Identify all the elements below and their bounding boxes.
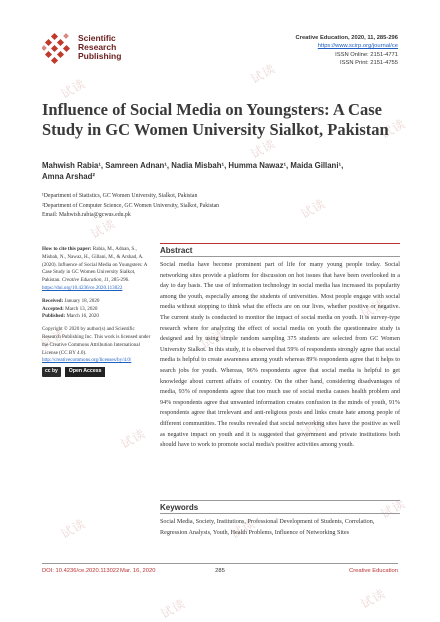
watermark-mark: 试读 [378,116,409,142]
issn-online: ISSN Online: 2151-4771 [335,51,398,58]
watermark-mark: 试读 [248,136,279,162]
open-access-badge: Open Access [65,367,106,377]
paper-sidebar [42,246,154,377]
journal-meta [296,34,398,68]
watermark-mark: 试读 [228,516,259,542]
journal-url-link[interactable]: https://www.scirp.org/journal/ce [317,43,398,50]
footer-divider [42,563,398,564]
doi-link[interactable]: https://doi.org/10.4236/ce.2020.113022 [42,284,123,291]
watermark-mark: 试读 [58,516,89,542]
published-date: Published: March 16, 2020 [42,313,99,320]
publisher-name: Scientific Research Publishing [78,33,122,61]
affiliation-1: ¹Department of Statistics, GC Women University, Sialkot, Pakistan [42,193,198,199]
footer-date: Mar. 16, 2020 [120,568,156,574]
watermark-mark: 试读 [198,326,229,352]
issn-print: ISSN Print: 2151-4755 [339,60,398,67]
received-date: Received: January 18, 2020 [42,297,100,304]
watermark-mark: 试读 [358,586,389,612]
watermark-mark: 试读 [88,216,119,242]
paper-title: Influence of Social Media on Youngsters: A Case Study in GC Women University Sialkot, Pakistan [42,100,389,139]
abstract-divider [160,256,400,257]
watermark-mark: 试读 [58,76,89,102]
citation-block: How to cite this paper: Rabia, M., Adnan, S., Misbah, N., Nawaz, H., Gillani, M., & Arshad, A. (2020). Influence of Social Media on Youngsters: A Case Study in GC Women University Sialkot, Pakistan. Creative Education, 11, 285-296. https://doi.org/10.4236/ce.2020.113022 [42,246,154,293]
footer-journal: Creative Education [349,568,398,574]
journal-citation: Creative Education, 2020, 11, 285-296 [295,35,398,41]
keywords-divider [160,513,400,514]
watermark-mark: 试读 [248,61,279,87]
abstract-text: Social media have become prominent part of life for many young people today. Social networking sites provide a platform for discussion on hot issues that have been overlooked in a day to day basis. The use of information technology in social media has increased its popularity among the youth, especially among the students of universities. Most people engage with social media without stopping to think what the effects are on our lives, whether positive or negative. The current study is conducted to monitor the impact of social media on youth. It is survey-type research where for analyzing the effect of social media on youth the questionnaire study is designed and by using simple random sampling 375 students are selected from GC Women University Sialkot. In this study, it is observed that 59% of respondents strongly agree that social media is helpful to create awareness among youth whereas 89% respondents agree that it helps to search jobs for youth. Whereas, 96% respondents agree that social media is helpful to get knowledge about current affairs of country. On the other hand, considering disadvantages of media, 93% of respondents agree that too much use of social media causes health problem and 94% respondents agree that unwanted information creates confusion in the minds of youth, 91% respondents agree that irrelevant and anti-religious posts and links create hate among people of different communities. The results revealed that social networking sites have the positive as well as negative impact on youth and it is suggested that government and private institutions both should have to work to promote social media's positive activities among youth. [160,262,400,449]
affiliation-2: ²Department of Computer Science, GC Women University, Sialkot, Pakistan [42,202,220,209]
copyright-notice: Copyright © 2020 by author(s) and Scientific Research Publishing Inc. This work is licensed under the Creative Commons Attribution International License (CC BY 4.0). [42,326,151,356]
abstract-heading: Abstract [160,243,400,255]
watermark-mark: 试读 [378,496,409,522]
watermark-mark: 试读 [298,196,329,222]
keywords-text: Social Media, Society, Institutions, Professional Development of Students, Correlation, Regression Analysis, Youth, Health Problems, Influence of Networking Sites [160,519,375,536]
watermark-mark: 试读 [358,296,389,322]
page-number: 285 [215,568,225,574]
footer-doi: DOI: 10.4236/ce.2020.113022 [42,568,120,574]
keywords-heading: Keywords [160,500,400,512]
watermark-mark: 试读 [118,426,149,452]
cc-by-badge[interactable]: cc by [42,367,61,377]
author-list: Mahwish Rabia¹, Samreen Adnan¹, Nadia Misbah¹, Humma Nawaz¹, Maida Gillani¹, Amna Arshad² [42,161,344,181]
watermark-mark: 试读 [298,416,329,442]
license-link[interactable]: http://creativecommons.org/licenses/by/4.0/ [42,357,132,364]
accepted-date: Accepted: March 13, 2020 [42,305,98,312]
watermark-mark: 试读 [38,326,69,352]
affiliations [42,192,342,221]
author-email: Email: Mahwish.rabia@gcwus.edu.pk [42,212,131,218]
watermark-mark: 试读 [158,596,189,622]
